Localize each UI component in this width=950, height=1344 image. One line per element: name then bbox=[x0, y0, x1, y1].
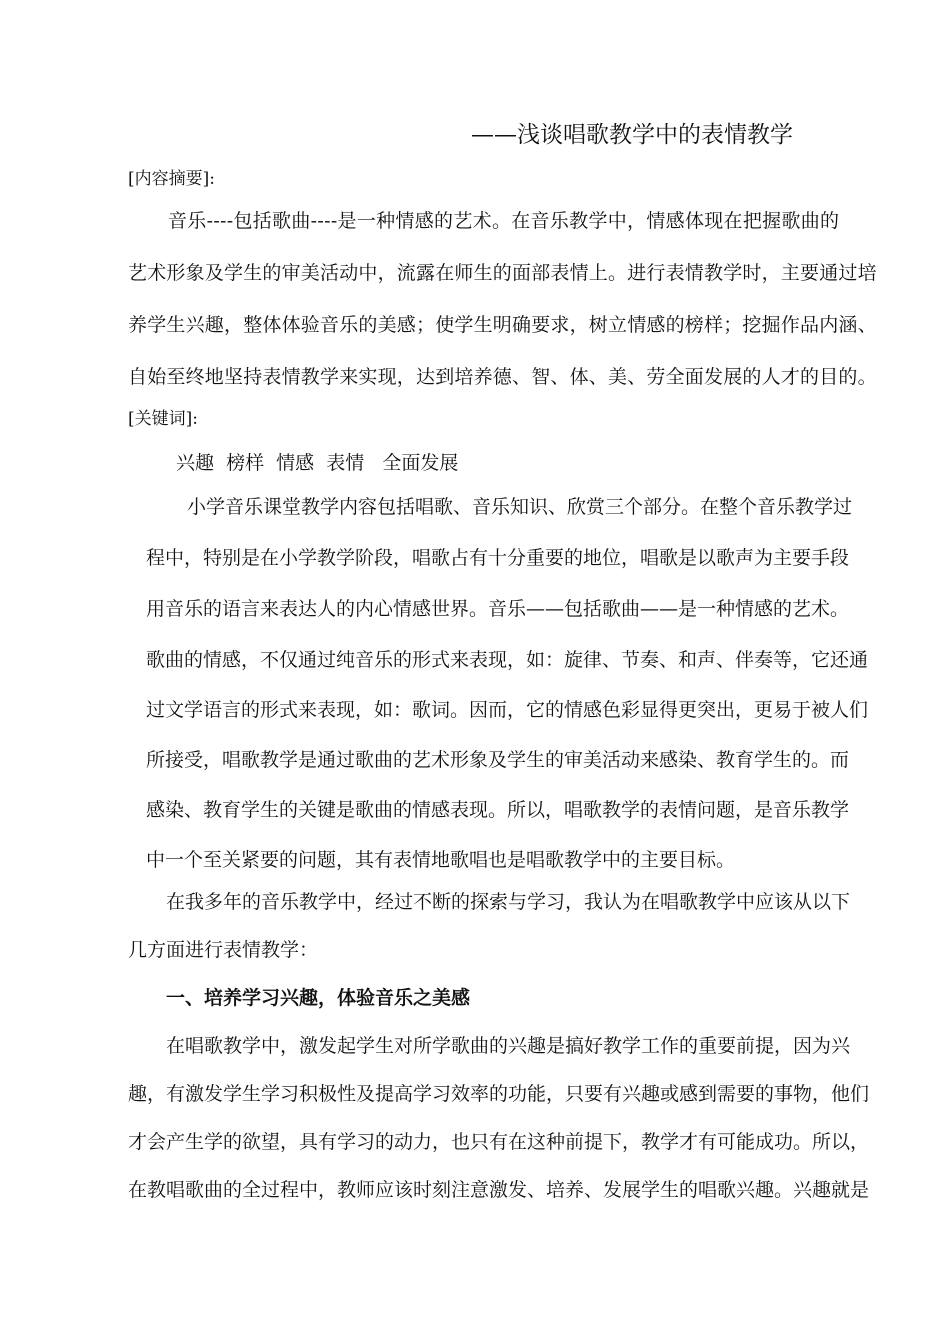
paragraph-line: 在唱歌教学中，激发起学生对所学歌曲的兴趣是搞好教学工作的重要前提，因为兴 bbox=[166, 1035, 851, 1057]
intro-line: 程中，特别是在小学教学阶段，唱歌占有十分重要的地位，唱歌是以歌声为主要手段 bbox=[146, 547, 850, 569]
abstract-line: 艺术形象及学生的审美活动中，流露在师生的面部表情上。进行表情教学时，主要通过培 bbox=[128, 262, 877, 284]
keywords-list: 兴趣 榜样 情感 表情 全面发展 bbox=[176, 452, 459, 474]
paragraph-line: 在我多年的音乐教学中，经过不断的探索与学习，我认为在唱歌教学中应该从以下 bbox=[166, 891, 851, 913]
intro-line: 用音乐的语言来表达人的内心情感世界。音乐——包括歌曲——是一种情感的艺术。 bbox=[146, 598, 850, 620]
abstract-line: 养学生兴趣，整体体验音乐的美感；使学生明确要求，树立情感的榜样；挖掘作品内涵、 bbox=[128, 314, 877, 336]
paragraph-line: 几方面进行表情教学： bbox=[128, 939, 319, 961]
section-heading: 一、培养学习兴趣，体验音乐之美感 bbox=[166, 987, 471, 1009]
intro-line: 过文学语言的形式来表现，如：歌词。因而，它的情感色彩显得更突出，更易于被人们 bbox=[146, 699, 869, 721]
document-subtitle: ——浅谈唱歌教学中的表情教学 bbox=[471, 122, 793, 148]
intro-line: 歌曲的情感，不仅通过纯音乐的形式来表现，如：旋律、节奏、和声、伴奏等，它还通 bbox=[146, 649, 869, 671]
paragraph-line: 在教唱歌曲的全过程中，教师应该时刻注意激发、培养、发展学生的唱歌兴趣。兴趣就是 bbox=[128, 1179, 870, 1201]
intro-line: 中一个至关紧要的问题，其有表情地歌唱也是唱歌教学中的主要目标。 bbox=[146, 849, 736, 871]
abstract-line: 音乐----包括歌曲----是一种情感的艺术。在音乐教学中，情感体现在把握歌曲的 bbox=[168, 210, 840, 232]
intro-line: 所接受，唱歌教学是通过歌曲的艺术形象及学生的审美活动来感染、教育学生的。而 bbox=[146, 749, 850, 771]
paragraph-line: 趣，有激发学生学习积极性及提高学习效率的功能，只要有兴趣或感到需要的事物，他们 bbox=[128, 1083, 870, 1105]
intro-line: 小学音乐课堂教学内容包括唱歌、音乐知识、欣赏三个部分。在整个音乐教学过 bbox=[187, 496, 853, 518]
paragraph-line: 才会产生学的欲望，具有学习的动力，也只有在这种前提下，教学才有可能成功。所以， bbox=[128, 1131, 870, 1153]
keywords-label: [关键词]: bbox=[128, 409, 198, 429]
abstract-line: 自始至终地坚持表情教学来实现，达到培养德、智、体、美、劳全面发展的人才的目的。 bbox=[128, 366, 877, 388]
abstract-label: [内容摘要]: bbox=[128, 169, 215, 189]
intro-line: 感染、教育学生的关键是歌曲的情感表现。所以，唱歌教学的表情问题，是音乐教学 bbox=[146, 799, 850, 821]
